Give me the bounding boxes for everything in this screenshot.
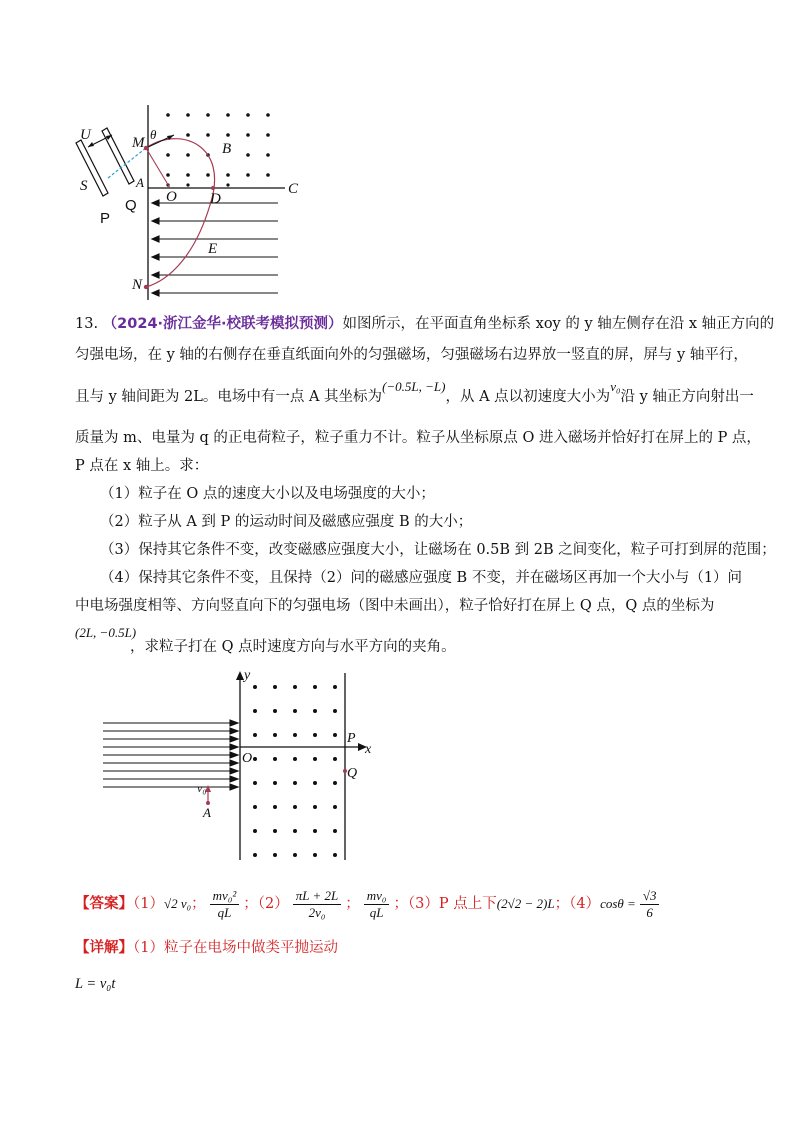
label-x: x (365, 742, 372, 757)
v0-symbol: v₀ (610, 379, 621, 394)
question-4b: 中电场强度相等、方向竖直向下的匀强电场（图中未画出），粒子恰好打在屏上 Q 点，Q 点的坐标为 (75, 598, 715, 614)
detail-line (75, 937, 338, 959)
problem-line-3 (75, 379, 754, 408)
answer-p1: （1） (133, 896, 164, 912)
problem-text-3c: 沿 y 轴正方向射出一 (620, 389, 754, 405)
answer-sep2: ；（2） (243, 896, 289, 912)
label-B: B (222, 141, 232, 157)
label-v0: v₀ (197, 781, 207, 795)
label-Q2: Q (347, 766, 358, 781)
label-P2: P (347, 731, 356, 746)
detail-tag: 【详解】 (75, 940, 133, 956)
label-N: N (132, 277, 143, 293)
answer-a3: (2√2 − 2)L (496, 896, 555, 911)
detail-equation: L = v₀t (75, 976, 116, 992)
answer-sep3: ； (345, 896, 360, 912)
question-1: （1）粒子在 O 点的速度大小以及电场强度的大小； (100, 486, 435, 502)
question-3: （3）保持其它条件不变，改变磁感应强度大小，让磁场在 0.5B 到 2B 之间变化，粒子可打到屏的范围； (100, 542, 776, 558)
question-2: （2）粒子从 A 到 P 的运动时间及磁感应强度 B 的大小； (100, 514, 473, 530)
problem-source: （2024·浙江金华·校联考模拟预测） (102, 316, 343, 332)
answer-frac-2: $\frac{\pi L + 2L}{\text{2v₀}}$ (293, 888, 342, 921)
problem-line-1 (75, 313, 774, 335)
problem-line-5: P 点在 x 轴上。求： (75, 458, 209, 474)
answer-a1: √2 v₀ (163, 896, 192, 911)
answer-p4: ；（4） (554, 896, 601, 912)
problem-line-2: 匀强电场，在 y 轴的右侧存在垂直纸面向外的匀强磁场，匀强磁场右边界放一竖直的屏，屏与 y 轴平行， (75, 347, 748, 363)
answer-line (75, 884, 663, 924)
answer-a4-lhs: cosθ = (600, 896, 636, 911)
question-4a: （4）保持其它条件不变，且保持（2）问的磁感应强度 B 不变，并在磁场区再加一个大小与（1）问 (100, 570, 743, 586)
label-U: U (80, 127, 91, 143)
problem-text-3a: 且与 y 轴间距为 2L。电场中有一点 A 其坐标为 (75, 389, 383, 405)
answer-frac-4: $\frac{√3}{6}$ (640, 888, 660, 921)
label-E: E (208, 241, 218, 257)
label-O: O (166, 189, 177, 205)
label-D: D (210, 191, 221, 207)
answer-p3: ；（3）P 点上下 (393, 896, 497, 912)
answer-frac-3: $\frac{\text{mv₀}}{qL}$ (364, 888, 390, 921)
question-4c: ，求粒子打在 Q 点时速度方向与水平方向的夹角。 (130, 639, 456, 655)
answer-frac-1: $\frac{\text{mv₀²}}{qL}$ (210, 888, 240, 921)
label-Q: Q (125, 197, 137, 214)
label-A: A (136, 175, 144, 190)
problem-line-4: 质量为 m、电量为 q 的正电荷粒子，粒子重力不计。粒子从坐标原点 O 进入磁场并恰好打在屏上的 P 点， (75, 430, 761, 446)
figure-2 (95, 665, 385, 865)
coord-Q (75, 622, 136, 644)
coord-Q-value: (2L, −0.5L) (75, 625, 137, 640)
label-S: S (80, 178, 88, 194)
label-C: C (288, 181, 299, 197)
label-P: P (100, 210, 111, 227)
label-y: y (244, 668, 251, 683)
label-theta: θ (150, 127, 157, 142)
figure-1 (60, 95, 320, 305)
problem-text-3b: ，从 A 点以初速度大小为 (445, 389, 611, 405)
coord-A: (−0.5L, −L) (382, 379, 446, 394)
detail-text: （1）粒子在电场中做类平抛运动 (133, 940, 338, 956)
problem-text-1: 如图所示，在平面直角坐标系 xoy 的 y 轴左侧存在沿 x 轴正方向的 (342, 316, 775, 332)
answer-tag: 【答案】 (75, 896, 133, 912)
label-A2: A (203, 805, 211, 820)
label-O2: O (242, 751, 253, 766)
answer-sep1: ； (191, 896, 206, 912)
problem-number: 13. (75, 316, 99, 332)
label-M: M (132, 135, 145, 151)
